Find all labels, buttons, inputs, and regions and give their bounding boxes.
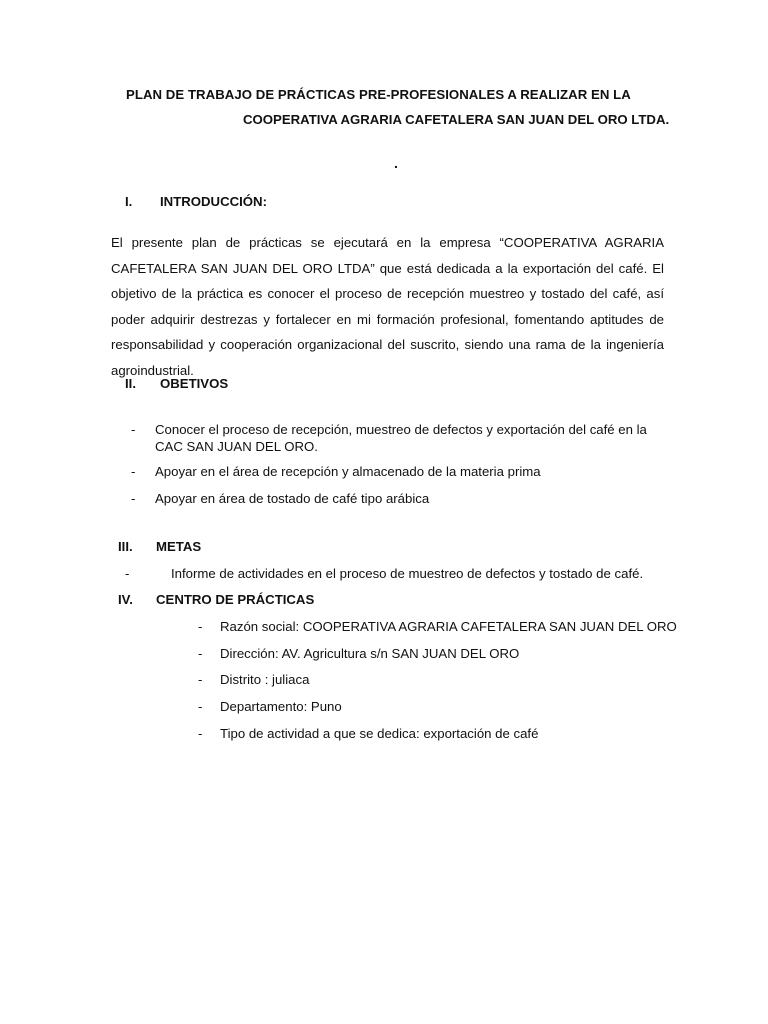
bullet-dash: -	[198, 672, 203, 687]
section-1-paragraph: El presente plan de prácticas se ejecutará en la empresa “COOPERATIVA AGRARIA CAFETALERA SAN JUAN DEL ORO LTDA” que está dedicada a la exportación del café. El objetivo de la práctica es conocer el proceso de recepción muestreo y tostado del café, así poder adquirir destrezas y fortalecer en mi formación profesional, fomentando aptitudes de responsabilidad y cooperación organizacional del suscrito, siendo una rama de la ingeniería agroindustrial.	[111, 235, 664, 378]
bullet-dash: -	[198, 699, 203, 714]
section-4-title: CENTRO DE PRÁCTICAS	[156, 592, 315, 607]
section-2-title: OBETIVOS	[160, 376, 229, 391]
list-item-text: Tipo de actividad a que se dedica: exportación de café	[220, 726, 539, 741]
section-2-number: II.	[125, 376, 136, 391]
bullet-dash: -	[131, 422, 136, 437]
section-1-title: INTRODUCCIÓN:	[160, 194, 267, 209]
list-item-text: Distrito : juliaca	[220, 672, 310, 687]
list-item-text: Razón social: COOPERATIVA AGRARIA CAFETALERA SAN JUAN DEL ORO	[220, 619, 677, 634]
document-title-line-2: COOPERATIVA AGRARIA CAFETALERA SAN JUAN DEL ORO LTDA.	[243, 112, 670, 127]
section-3-number: III.	[118, 539, 133, 554]
bullet-dash: -	[198, 646, 203, 661]
bullet-dash: -	[125, 566, 130, 581]
section-1-number: I.	[125, 194, 133, 209]
document-title-line-1: PLAN DE TRABAJO DE PRÁCTICAS PRE-PROFESIONALES A REALIZAR EN LA	[126, 87, 631, 102]
bullet-dash: -	[131, 464, 136, 479]
list-item-text: Departamento: Puno	[220, 699, 342, 714]
bullet-dash: -	[198, 619, 203, 634]
list-item-text: Apoyar en área de tostado de café tipo arábica	[155, 491, 430, 506]
list-item-text: Apoyar en el área de recepción y almacenado de la materia prima	[155, 464, 541, 479]
list-item-text: Conocer el proceso de recepción, muestreo de defectos y exportación del café en la CAC SAN JUAN DEL ORO.	[155, 422, 647, 454]
list-item-text: Dirección: AV. Agricultura s/n SAN JUAN DEL ORO	[220, 646, 520, 661]
bullet-dash: -	[131, 491, 136, 506]
list-item-text: Informe de actividades en el proceso de muestreo de defectos y tostado de café.	[171, 566, 644, 581]
section-4-number: IV.	[118, 592, 133, 607]
stray-dot: .	[394, 155, 398, 171]
bullet-dash: -	[198, 726, 203, 741]
section-3-title: METAS	[156, 539, 202, 554]
